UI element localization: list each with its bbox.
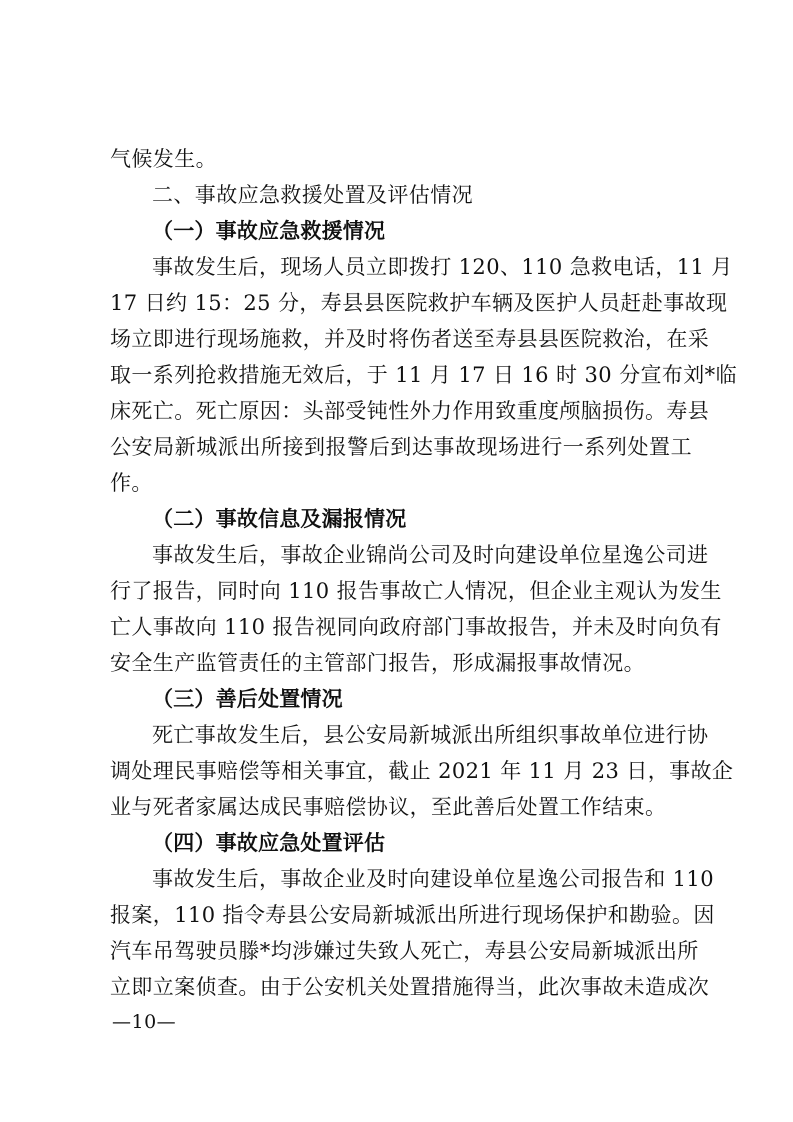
text-line: 立即立案侦查。由于公安机关处置措施得当，此次事故未造成次	[110, 975, 710, 999]
text-line: 取一系列抢救措施无效后，于 11 月 17 日 16 时 30 分宣布刘*临	[110, 363, 737, 387]
text-line: 调处理民事赔偿等相关事宜，截止 2021 年 11 月 23 日，事故企	[110, 759, 734, 783]
text-line: 行了报告，同时向 110 报告事故亡人情况，但企业主观认为发生	[110, 579, 722, 603]
text-line: 17 日约 15：25 分，寿县县医院救护车辆及医护人员赶赴事故现	[110, 291, 728, 315]
text-line: 公安局新城派出所接到报警后到达事故现场进行一系列处置工	[110, 435, 692, 459]
text-line: 床死亡。死亡原因：头部受钝性外力作用致重度颅脑损伤。寿县	[110, 399, 710, 423]
subsection-heading: （四）事故应急处置评估	[152, 830, 386, 855]
subsection-heading: （二）事故信息及漏报情况	[152, 506, 407, 531]
section-heading: 二、事故应急救援处置及评估情况	[152, 183, 473, 207]
document-body	[110, 141, 737, 1005]
page-number: —10—	[112, 1011, 177, 1033]
text-line: 安全生产监管责任的主管部门报告，形成漏报事故情况。	[110, 651, 645, 675]
text-line: 事故发生后，事故企业锦尚公司及时向建设单位星逸公司进	[152, 543, 709, 567]
text-line: 气候发生。	[110, 147, 217, 171]
text-line: 业与死者家属达成民事赔偿协议，至此善后处置工作结束。	[110, 795, 667, 819]
text-line: 作。	[110, 471, 153, 495]
text-line: 死亡事故发生后，县公安局新城派出所组织事故单位进行协	[152, 723, 709, 747]
text-line: 场立即进行现场施救，并及时将伤者送至寿县县医院救治，在采	[110, 327, 710, 351]
text-line: 报案，110 指令寿县公安局新城派出所进行现场保护和勘验。因	[110, 903, 715, 927]
text-line: 事故发生后，现场人员立即拨打 120、110 急救电话，11 月	[152, 255, 733, 279]
text-line: 汽车吊驾驶员滕*均涉嫌过失致人死亡，寿县公安局新城派出所	[110, 939, 699, 963]
text-line: 亡人事故向 110 报告视同向政府部门事故报告，并未及时向负有	[110, 615, 722, 639]
subsection-heading: （三）善后处置情况	[152, 686, 343, 711]
subsection-heading: （一）事故应急救援情况	[152, 218, 386, 243]
text-line: 事故发生后，事故企业及时向建设单位星逸公司报告和 110	[152, 867, 714, 891]
